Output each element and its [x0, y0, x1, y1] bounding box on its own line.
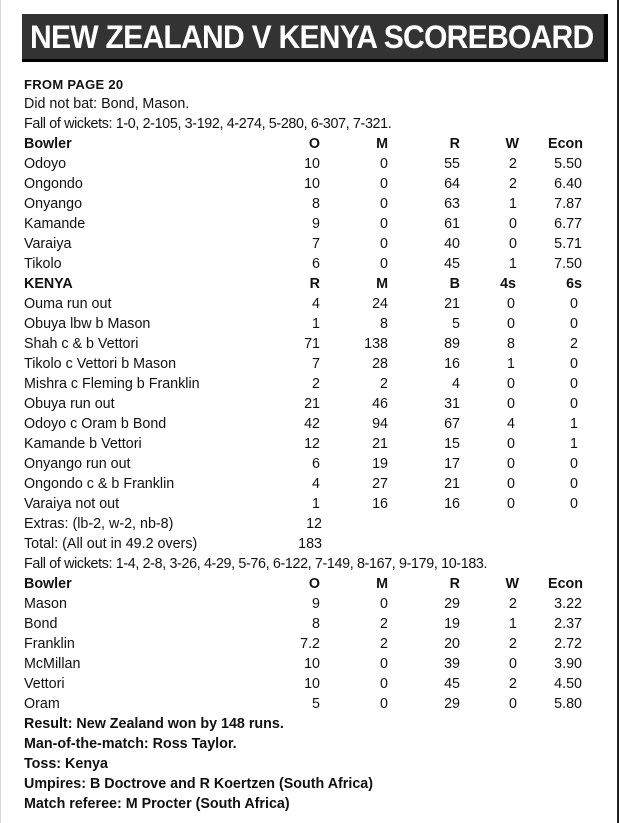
- header-runs: R: [449, 576, 460, 592]
- runs-cell: 2: [312, 376, 320, 392]
- maidens-cell: 2: [380, 616, 388, 632]
- minutes-cell: 46: [372, 396, 388, 412]
- overs-cell: 7.2: [300, 636, 320, 652]
- overs-cell: 5: [312, 696, 320, 712]
- fours-cell: 0: [507, 316, 515, 332]
- kenya-bowling-table: [24, 154, 599, 274]
- runs-cell: 1: [312, 316, 320, 332]
- economy-cell: 4.50: [554, 676, 582, 692]
- bowler-name: Bond: [24, 616, 58, 632]
- overs-cell: 6: [312, 256, 320, 272]
- total-label: Total: (All out in 49.2 overs): [24, 536, 198, 552]
- batsman-dismissal: Obuya run out: [24, 396, 115, 412]
- economy-cell: 7.50: [554, 256, 582, 272]
- header-runs: R: [449, 136, 460, 152]
- fall-of-wickets-kenya: Fall of wickets: 1-4, 2-8, 3-26, 4-29, 5-76, 6-122, 7-149, 8-167, 9-179, 10-183.: [24, 556, 488, 572]
- balls-cell: 21: [444, 476, 460, 492]
- economy-cell: 5.50: [554, 156, 582, 172]
- minutes-cell: 28: [372, 356, 388, 372]
- header-sixes: 6s: [566, 276, 582, 292]
- table-row: [24, 434, 599, 454]
- batsman-dismissal: Tikolo c Vettori b Mason: [24, 356, 177, 372]
- total-row: [24, 534, 599, 554]
- extras-value: 12: [306, 516, 322, 532]
- minutes-cell: 2: [380, 376, 388, 392]
- umpires-line: Umpires: B Doctrove and R Koertzen (South Africa): [24, 776, 373, 792]
- sixes-cell: 1: [570, 416, 578, 432]
- batsman-dismissal: Onyango run out: [24, 456, 131, 472]
- balls-cell: 15: [444, 436, 460, 452]
- header-maidens: M: [376, 576, 388, 592]
- overs-cell: 10: [304, 676, 320, 692]
- runs-cell: 40: [444, 236, 460, 252]
- economy-cell: 3.90: [554, 656, 582, 672]
- balls-cell: 21: [444, 296, 460, 312]
- runs-cell: 21: [304, 396, 320, 412]
- runs-cell: 1: [312, 496, 320, 512]
- bowler-name: Mason: [24, 596, 67, 612]
- runs-cell: 4: [312, 296, 320, 312]
- bowler-name: Oram: [24, 696, 60, 712]
- minutes-cell: 24: [372, 296, 388, 312]
- table-row: [24, 334, 599, 354]
- economy-cell: 2.72: [554, 636, 582, 652]
- sixes-cell: 0: [570, 496, 578, 512]
- overs-cell: 9: [312, 216, 320, 232]
- bowler-name: Varaiya: [24, 236, 72, 252]
- fours-cell: 8: [507, 336, 515, 352]
- bowler-name: Franklin: [24, 636, 75, 652]
- sixes-cell: 0: [570, 456, 578, 472]
- sixes-cell: 0: [570, 356, 578, 372]
- nz-bowling-table: [24, 594, 599, 714]
- table-row: [24, 694, 599, 714]
- bowler-name: McMillan: [24, 656, 81, 672]
- overs-cell: 8: [312, 616, 320, 632]
- balls-cell: 4: [452, 376, 460, 392]
- header-wickets: W: [505, 576, 519, 592]
- batsman-dismissal: Ouma run out: [24, 296, 112, 312]
- header-overs: O: [308, 576, 320, 592]
- wickets-cell: 1: [509, 256, 517, 272]
- maidens-cell: 0: [380, 176, 388, 192]
- balls-cell: 67: [444, 416, 460, 432]
- runs-cell: 12: [304, 436, 320, 452]
- economy-cell: 2.37: [554, 616, 582, 632]
- overs-cell: 10: [304, 156, 320, 172]
- maidens-cell: 0: [380, 216, 388, 232]
- runs-cell: 29: [444, 596, 460, 612]
- overs-cell: 10: [304, 656, 320, 672]
- balls-cell: 5: [452, 316, 460, 332]
- title-banner: [22, 14, 608, 62]
- table-row: [24, 354, 599, 374]
- sixes-cell: 2: [570, 336, 578, 352]
- economy-cell: 3.22: [554, 596, 582, 612]
- maidens-cell: 0: [380, 256, 388, 272]
- header-economy: Econ: [548, 136, 583, 152]
- economy-cell: 5.71: [554, 236, 582, 252]
- runs-cell: 45: [444, 676, 460, 692]
- runs-cell: 42: [304, 416, 320, 432]
- overs-cell: 7: [312, 236, 320, 252]
- header-fours: 4s: [500, 276, 516, 292]
- maidens-cell: 0: [380, 696, 388, 712]
- wickets-cell: 1: [509, 196, 517, 212]
- batsman-dismissal: Ongondo c & b Franklin: [24, 476, 175, 492]
- table-row: [24, 194, 599, 214]
- balls-cell: 31: [444, 396, 460, 412]
- wickets-cell: 0: [509, 696, 517, 712]
- runs-cell: 29: [444, 696, 460, 712]
- sixes-cell: 0: [570, 396, 578, 412]
- wickets-cell: 0: [509, 236, 517, 252]
- overs-cell: 10: [304, 176, 320, 192]
- header-runs: R: [309, 276, 320, 292]
- runs-cell: 64: [444, 176, 460, 192]
- wickets-cell: 2: [509, 676, 517, 692]
- wickets-cell: 1: [509, 616, 517, 632]
- economy-cell: 5.80: [554, 696, 582, 712]
- from-page-label: FROM PAGE 20: [24, 77, 124, 92]
- fours-cell: 0: [507, 376, 515, 392]
- header-balls: B: [449, 276, 460, 292]
- fours-cell: 0: [507, 476, 515, 492]
- header-wickets: W: [505, 136, 519, 152]
- match-referee-line: Match referee: M Procter (South Africa): [24, 796, 290, 812]
- runs-cell: 7: [312, 356, 320, 372]
- bowler-name: Vettori: [24, 676, 65, 692]
- runs-cell: 20: [444, 636, 460, 652]
- maidens-cell: 0: [380, 656, 388, 672]
- sixes-cell: 0: [570, 476, 578, 492]
- table-row: [24, 474, 599, 494]
- sixes-cell: 0: [570, 296, 578, 312]
- balls-cell: 16: [444, 496, 460, 512]
- runs-cell: 4: [312, 476, 320, 492]
- did-not-bat: Did not bat: Bond, Mason.: [24, 96, 190, 112]
- minutes-cell: 27: [372, 476, 388, 492]
- batsman-dismissal: Varaiya not out: [24, 496, 120, 512]
- bowler-name: Tikolo: [24, 256, 62, 272]
- wickets-cell: 0: [509, 216, 517, 232]
- toss-line: Toss: Kenya: [24, 756, 108, 772]
- economy-cell: 6.40: [554, 176, 582, 192]
- maidens-cell: 0: [380, 596, 388, 612]
- minutes-cell: 16: [372, 496, 388, 512]
- fours-cell: 0: [507, 496, 515, 512]
- wickets-cell: 2: [509, 636, 517, 652]
- header-minutes: M: [376, 276, 388, 292]
- runs-cell: 63: [444, 196, 460, 212]
- balls-cell: 16: [444, 356, 460, 372]
- header-bowler: Bowler: [24, 136, 72, 152]
- table-row: [24, 674, 599, 694]
- extras-row: [24, 514, 599, 534]
- runs-cell: 55: [444, 156, 460, 172]
- runs-cell: 39: [444, 656, 460, 672]
- fours-cell: 0: [507, 456, 515, 472]
- minutes-cell: 21: [372, 436, 388, 452]
- sixes-cell: 0: [570, 316, 578, 332]
- runs-cell: 6: [312, 456, 320, 472]
- table-row: [24, 214, 599, 234]
- kenya-bowling-header: [24, 134, 599, 154]
- runs-cell: 71: [304, 336, 320, 352]
- fours-cell: 0: [507, 396, 515, 412]
- economy-cell: 7.87: [554, 196, 582, 212]
- header-economy: Econ: [548, 576, 583, 592]
- table-row: [24, 374, 599, 394]
- minutes-cell: 19: [372, 456, 388, 472]
- table-row: [24, 154, 599, 174]
- sixes-cell: 0: [570, 376, 578, 392]
- table-row: [24, 594, 599, 614]
- fall-of-wickets-nz: Fall of wickets: 1-0, 2-105, 3-192, 4-274, 5-280, 6-307, 7-321.: [24, 116, 392, 132]
- kenya-batting-header: [24, 274, 599, 294]
- table-row: [24, 414, 599, 434]
- table-row: [24, 494, 599, 514]
- total-value: 183: [298, 536, 322, 552]
- bowler-name: Ongondo: [24, 176, 83, 192]
- scoreboard-content: [24, 76, 599, 814]
- maidens-cell: 2: [380, 636, 388, 652]
- balls-cell: 89: [444, 336, 460, 352]
- wickets-cell: 2: [509, 176, 517, 192]
- wickets-cell: 0: [509, 656, 517, 672]
- table-row: [24, 654, 599, 674]
- bowler-name: Kamande: [24, 216, 86, 232]
- header-team: KENYA: [24, 276, 73, 292]
- minutes-cell: 94: [372, 416, 388, 432]
- maidens-cell: 0: [380, 196, 388, 212]
- table-row: [24, 294, 599, 314]
- fours-cell: 0: [507, 296, 515, 312]
- minutes-cell: 138: [364, 336, 388, 352]
- maidens-cell: 0: [380, 236, 388, 252]
- extras-label: Extras: (lb-2, w-2, nb-8): [24, 516, 174, 532]
- wickets-cell: 2: [509, 596, 517, 612]
- runs-cell: 19: [444, 616, 460, 632]
- bowler-name: Odoyo: [24, 156, 67, 172]
- economy-cell: 6.77: [554, 216, 582, 232]
- batsman-dismissal: Shah c & b Vettori: [24, 336, 139, 352]
- header-overs: O: [308, 136, 320, 152]
- balls-cell: 17: [444, 456, 460, 472]
- bowler-name: Onyango: [24, 196, 83, 212]
- kenya-batting-table: [24, 294, 599, 514]
- header-bowler: Bowler: [24, 576, 72, 592]
- table-row: [24, 234, 599, 254]
- table-row: [24, 634, 599, 654]
- sixes-cell: 1: [570, 436, 578, 452]
- wickets-cell: 2: [509, 156, 517, 172]
- fours-cell: 0: [507, 436, 515, 452]
- nz-bowling-header: [24, 574, 599, 594]
- runs-cell: 61: [444, 216, 460, 232]
- header-maidens: M: [376, 136, 388, 152]
- batsman-dismissal: Mishra c Fleming b Franklin: [24, 376, 200, 392]
- maidens-cell: 0: [380, 156, 388, 172]
- overs-cell: 8: [312, 196, 320, 212]
- batsman-dismissal: Kamande b Vettori: [24, 436, 142, 452]
- result-line: Result: New Zealand won by 148 runs.: [24, 716, 284, 732]
- table-row: [24, 254, 599, 274]
- batsman-dismissal: Obuya lbw b Mason: [24, 316, 151, 332]
- overs-cell: 9: [312, 596, 320, 612]
- table-row: [24, 314, 599, 334]
- man-of-the-match-line: Man-of-the-match: Ross Taylor.: [24, 736, 237, 752]
- table-row: [24, 174, 599, 194]
- table-row: [24, 454, 599, 474]
- table-row: [24, 394, 599, 414]
- batsman-dismissal: Odoyo c Oram b Bond: [24, 416, 167, 432]
- maidens-cell: 0: [380, 676, 388, 692]
- table-row: [24, 614, 599, 634]
- page-title: NEW ZEALAND V KENYA SCOREBOARD: [30, 19, 594, 55]
- minutes-cell: 8: [380, 316, 388, 332]
- fours-cell: 4: [507, 416, 515, 432]
- fours-cell: 1: [507, 356, 515, 372]
- runs-cell: 45: [444, 256, 460, 272]
